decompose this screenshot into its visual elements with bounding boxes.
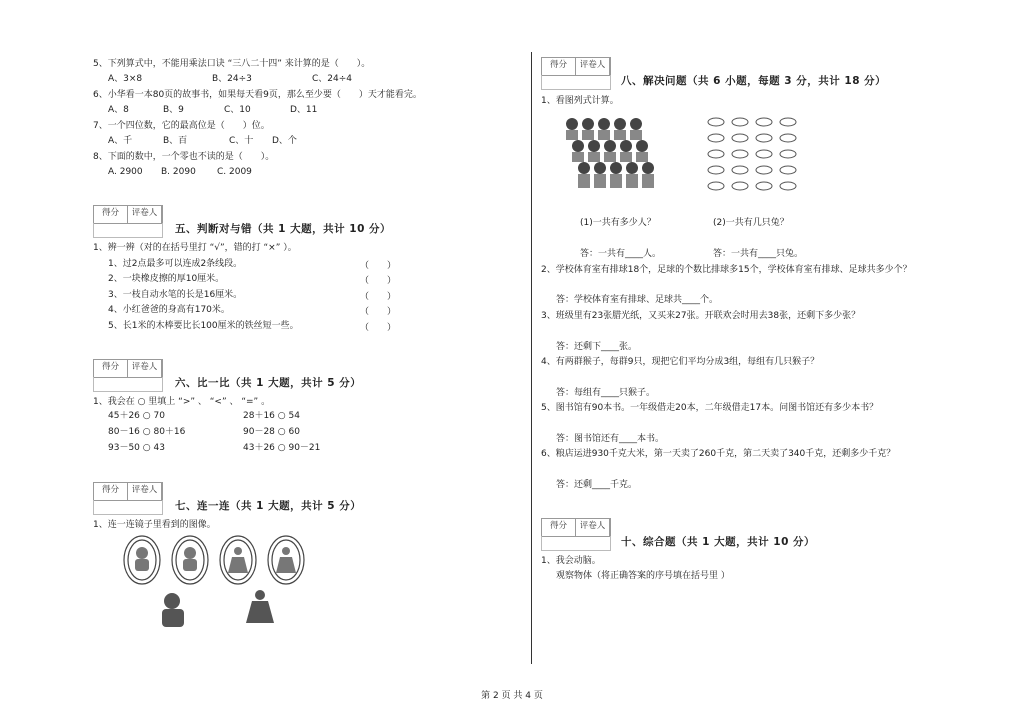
section-5-title: 五、判断对与错（共 1 大题，共计 10 分）: [175, 223, 392, 235]
q6-opt-a: A、8: [108, 105, 129, 115]
grader-label: 评卷人: [576, 519, 610, 536]
q6-opt-c: C、10: [224, 105, 251, 115]
q8-opt-a: A. 2900: [108, 167, 143, 177]
score-label: 得分: [94, 206, 128, 223]
q8-opt-b: B. 2090: [161, 167, 196, 177]
sec5-item: 3、一枝自动水笔的长是16厘米。: [108, 290, 243, 300]
sec8-q3: 3、班级里有23张腊光纸，又买来27张。开联欢会时用去38张，还剩下多少张？: [541, 311, 861, 321]
page-footer: 第 2 页 共 4 页: [481, 691, 543, 701]
sec8-q2: 2、学校体育室有排球18个，足球的个数比排球多15个，学校体育室有排球、足球共多少个？: [541, 265, 912, 275]
sec8-q6: 6、粮店运进930千克大米，第一天卖了260千克，第二天卖了340千克，还剩多少千克？: [541, 449, 896, 459]
score-box: [541, 518, 611, 537]
q6-opt-b: B、9: [163, 105, 184, 115]
sec8-q1: 1、看图列式计算。: [541, 96, 619, 106]
q6-opt-d: D、11: [290, 105, 318, 115]
q7-opt-b: B、百: [163, 136, 188, 146]
answer-2: 答：学校体育室有排球、足球共____个。: [556, 295, 719, 305]
answer-4: 答：每组有____只猴子。: [556, 388, 656, 398]
sec5-item: 1、过2点最多可以连成2条线段。: [108, 259, 243, 269]
q7-opt-c: C、十: [229, 136, 254, 146]
q8-text: 8、下面的数中，一个零也不读的是（ ）。: [93, 152, 275, 162]
answer-paren[interactable]: （ ）: [360, 276, 397, 286]
score-label: 得分: [94, 360, 128, 377]
compare-item: 93－50 ○ 43: [108, 443, 165, 453]
section-10-title: 十、综合题（共 1 大题，共计 10 分）: [621, 536, 816, 548]
caption-people: (1)一共有多少人？: [580, 218, 656, 228]
answer-paren[interactable]: （ ）: [360, 323, 397, 333]
sec6-intro: 1、我会在 ○ 里填上 “>” 、 “<” 、 “=” 。: [93, 397, 271, 407]
compare-item: 90－28 ○ 60: [243, 427, 300, 437]
sec10-q1: 1、我会动脑。: [541, 556, 601, 566]
compare-item: 43＋26 ○ 90－21: [243, 443, 321, 453]
section-7-title: 七、连一连（共 1 大题，共计 5 分）: [175, 500, 362, 512]
score-box: [93, 205, 163, 224]
score-box: [541, 57, 611, 76]
compare-item: 28＋16 ○ 54: [243, 411, 300, 421]
grader-label: 评卷人: [128, 360, 162, 377]
q7-opt-d: D、个: [272, 136, 297, 146]
grader-label: 评卷人: [128, 206, 162, 223]
compare-item: 80－16 ○ 80＋16: [108, 427, 186, 437]
section-8-title: 八、解决问题（共 6 小题，每题 3 分，共计 18 分）: [621, 75, 887, 87]
grader-label: 评卷人: [128, 483, 162, 500]
compare-item: 45＋26 ○ 70: [108, 411, 165, 421]
answer-1b: 答：一共有____只兔。: [713, 249, 804, 259]
q5-opt-a: A、3×8: [108, 74, 143, 84]
answer-6: 答：还剩____千克。: [556, 480, 638, 490]
score-box: [93, 482, 163, 501]
score-label: 得分: [542, 58, 576, 75]
mirror-matching-illustration: [120, 535, 320, 635]
sec5-item: 5、长1米的木棒要比长100厘米的铁丝短一些。: [108, 321, 299, 331]
q6-text: 6、小华看一本80页的故事书，如果每天看9页，那么至少要（ ）天才能看完。: [93, 90, 422, 100]
sec10-sub: 观察物体（将正确答案的序号填在括号里 ）: [556, 571, 730, 581]
score-label: 得分: [94, 483, 128, 500]
sec8-q5: 5、图书馆有90本书。一年级借走20本，二年级借走17本。问图书馆还有多少本书？: [541, 403, 879, 413]
rabbits-illustration: [706, 114, 804, 194]
q7-opt-a: A、千: [108, 136, 133, 146]
score-box: [93, 359, 163, 378]
grader-label: 评卷人: [576, 58, 610, 75]
answer-3: 答：还剩下____张。: [556, 342, 638, 352]
q8-opt-c: C. 2009: [217, 167, 252, 177]
q5-opt-b: B、24÷3: [212, 74, 252, 84]
q5-text: 5、下列算式中，不能用乘法口诀 “三八二十四” 来计算的是（ ）。: [93, 59, 371, 69]
caption-rabbits: (2)一共有几只兔？: [713, 218, 789, 228]
q5-opt-c: C、24÷4: [312, 74, 353, 84]
children-group-illustration: [560, 112, 662, 202]
q7-text: 7、一个四位数，它的最高位是（ ）位。: [93, 121, 270, 131]
score-label: 得分: [542, 519, 576, 536]
sec5-intro: 1、辨一辨（对的在括号里打 “√”，错的打 “×” ）。: [93, 243, 297, 253]
answer-paren[interactable]: （ ）: [360, 261, 397, 271]
answer-1a: 答：一共有____人。: [580, 249, 662, 259]
sec5-item: 2、一块橡皮擦的厚10厘米。: [108, 274, 225, 284]
answer-paren[interactable]: （ ）: [360, 292, 397, 302]
answer-paren[interactable]: （ ）: [360, 307, 397, 317]
sec8-q4: 4、有两群猴子，每群9只，现把它们平均分成3组，每组有几只猴子？: [541, 357, 820, 367]
sec5-item: 4、小红爸爸的身高有170米。: [108, 305, 230, 315]
sec7-intro: 1、连一连镜子里看到的图像。: [93, 520, 216, 530]
section-6-title: 六、比一比（共 1 大题，共计 5 分）: [175, 377, 362, 389]
column-divider: [531, 52, 532, 664]
answer-5: 答：图书馆还有____本书。: [556, 434, 665, 444]
